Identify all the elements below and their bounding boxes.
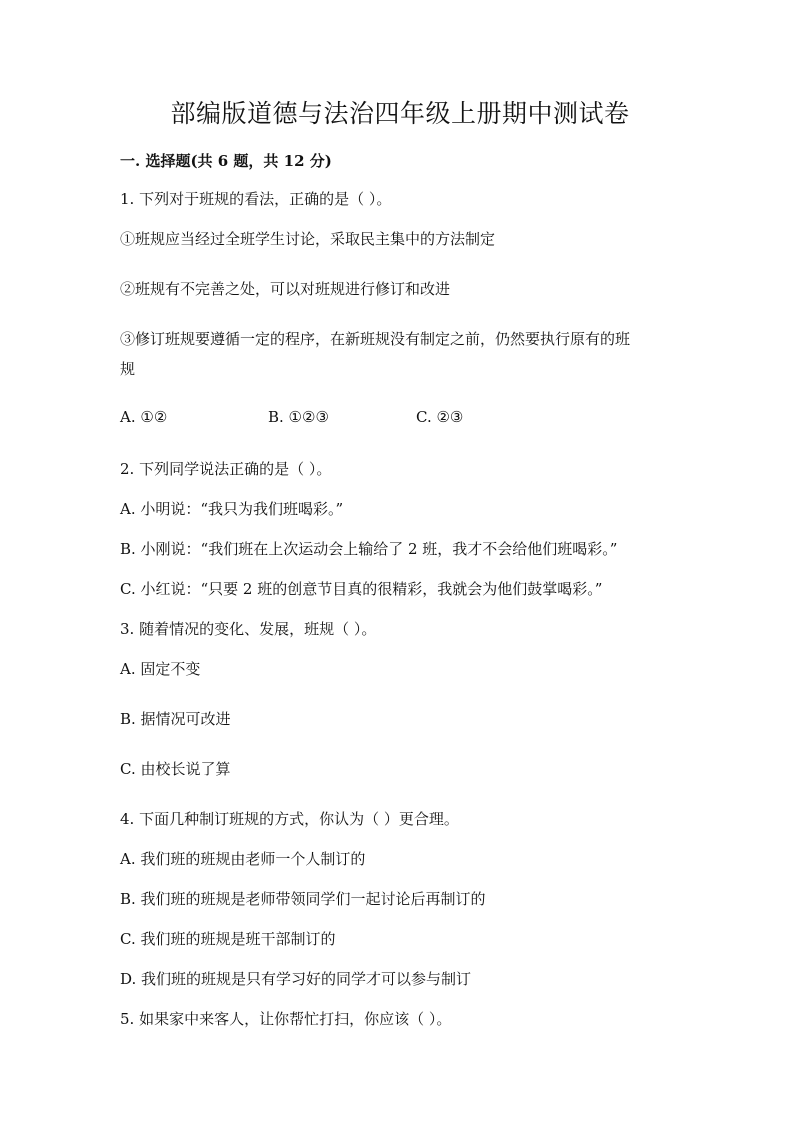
question-1-options [120, 408, 564, 426]
question-1-statement-1: ①班规应当经过全班学生讨论，采取民主集中的方法制定 [120, 230, 496, 248]
question-1-stem: 1. 下列对于班规的看法，正确的是（ ）。 [120, 190, 392, 208]
question-4-option-c: C. 我们班的班规是班干部制订的 [120, 930, 336, 948]
question-5-stem: 5. 如果家中来客人，让你帮忙打扫，你应该（ ）。 [120, 1010, 452, 1028]
question-3-stem: 3. 随着情况的变化、发展，班规（ ）。 [120, 620, 377, 638]
question-1-statement-3-line-1: ③修订班规要遵循一定的程序，在新班规没有制定之前，仍然要执行原有的班 [120, 330, 631, 348]
question-4-option-a: A. 我们班的班规由老师一个人制订的 [120, 850, 366, 868]
question-1-option-b: B. ①②③ [268, 408, 329, 426]
question-3-option-b: B. 据情况可改进 [120, 710, 231, 728]
question-2-option-b: B. 小刚说：“我们班在上次运动会上输给了 2 班，我才不会给他们班喝彩。” [120, 540, 618, 558]
question-2-stem: 2. 下列同学说法正确的是（ ）。 [120, 460, 332, 478]
question-2-option-a: A. 小明说：“我只为我们班喝彩。” [120, 500, 344, 518]
question-2-option-c: C. 小红说：“只要 2 班的创意节目真的很精彩，我就会为他们鼓掌喝彩。” [120, 580, 603, 598]
question-1-statement-2: ②班规有不完善之处，可以对班规进行修订和改进 [120, 280, 451, 298]
question-4-option-b: B. 我们班的班规是老师带领同学们一起讨论后再制订的 [120, 890, 486, 908]
question-4-stem: 4. 下面几种制订班规的方式，你认为（ ）更合理。 [120, 810, 459, 828]
question-4-option-d: D. 我们班的班规是只有学习好的同学才可以参与制订 [120, 970, 472, 988]
question-3-option-c: C. 由校长说了算 [120, 760, 231, 778]
page-title: 部编版道德与法治四年级上册期中测试卷 [170, 99, 630, 128]
question-1-option-c: C. ②③ [416, 408, 464, 426]
question-1-statement-3-line-2: 规 [120, 360, 136, 378]
section-heading: 一. 选择题(共 6 题，共 12 分) [120, 152, 332, 170]
question-1-option-a: A. ①② [120, 408, 168, 426]
question-3-option-a: A. 固定不变 [120, 660, 201, 678]
